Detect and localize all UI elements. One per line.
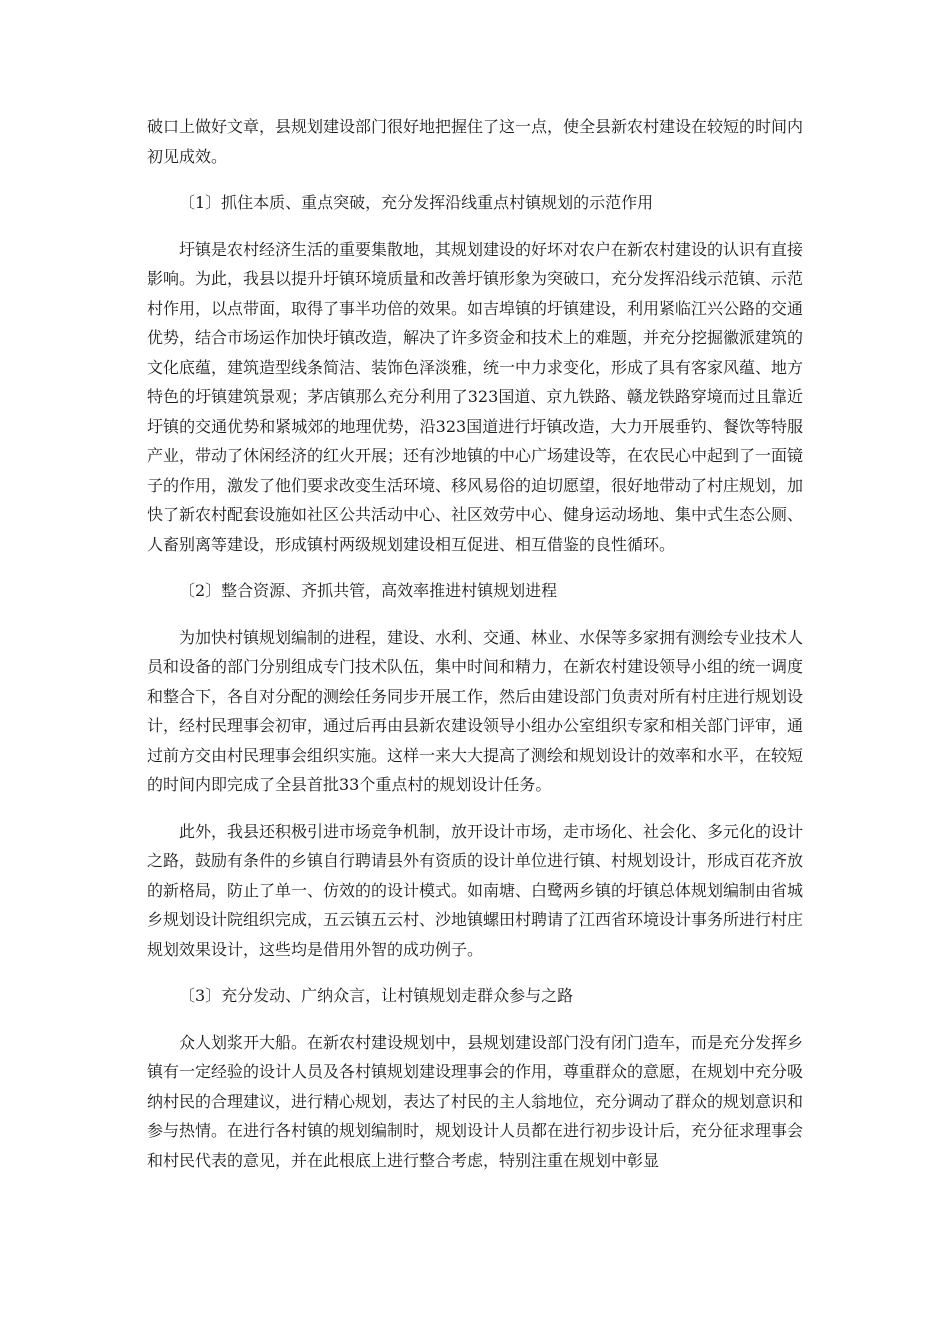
document-page	[147, 112, 803, 1192]
section-heading-2: 〔2〕整合资源、齐抓共管，高效率推进村镇规划进程	[179, 581, 558, 600]
paragraph-continuation: 破口上做好文章，县规划建设部门很好地把握住了这一点，使全县新农村建设在较短的时间内初见成效。	[147, 117, 804, 166]
paragraph-market-mechanism: 此外，我县还积极引进市场竞争机制，放开设计市场，走市场化、社会化、多元化的设计之路，鼓励有条件的乡镇自行聘请县外有资质的设计单位进行镇、村规划设计，形成百花齐放的新格局，防止了单一、仿效的的设计模式。如南塘、白鹭两乡镇的圩镇总体规划编制由省城乡规划设计院组织完成，五云镇五云村、沙地镇螺田村聘请了江西省环境设计事务所进行村庄规划效果设计，这些均是借用外智的成功例子。	[147, 821, 804, 959]
paragraph-town-construction: 圩镇是农村经济生活的重要集散地，其规划建设的好坏对农户在新农村建设的认识有直接影响。为此，我县以提升圩镇环境质量和改善圩镇形象为突破口，充分发挥沿线示范镇、示范村作用，以点带面，取得了事半功倍的效果。如吉埠镇的圩镇建设，利用紧临江兴公路的交通优势，结合市场运作加快圩镇改造，解决了许多资金和技术上的难题，并充分挖掘徽派建筑的文化底蕴，建筑造型线条简洁、装饰色泽淡雅，统一中力求变化，形成了具有客家风蕴、地方特色的圩镇建筑景观；茅店镇那么充分利用了323国道、京九铁路、赣龙铁路穿境而过且靠近圩镇的交通优势和紧城郊的地理优势，沿323国道进行圩镇改造，大力开展垂钓、餐饮等特服产业，带动了休闲经济的红火开展；还有沙地镇的中心广场建设等，在农民心中起到了一面镜子的作用，激发了他们要求改变生活环境、移风易俗的迫切愿望，很好地带动了村庄规划，加快了新农村配套设施如社区公共活动中心、社区效劳中心、健身运动场地、集中式生态公厕、人畜别离等建设，形成镇村两级规划建设相互促进、相互借鉴的良性循环。	[147, 239, 804, 554]
section-heading-1: 〔1〕抓住本质、重点突破，充分发挥沿线重点村镇规划的示范作用	[179, 193, 654, 212]
section-heading-3: 〔3〕充分发动、广纳众言，让村镇规划走群众参与之路	[179, 986, 574, 1005]
paragraph-public-participation: 众人划浆开大船。在新农村建设规划中，县规划建设部门没有闭门造车，而是充分发挥乡镇有一定经验的设计人员及各村镇规划建设理事会的作用，尊重群众的意愿，在规划中充分吸纳村民的合理建议，进行精心规划，表达了村民的主人翁地位，充分调动了群众的规划意识和参与热情。在进行各村镇的规划编制时，规划设计人员都在进行初步设计后，充分征求理事会和村民代表的意见，并在此根底上进行整合考虑，特别注重在规划中彰显	[147, 1032, 804, 1170]
paragraph-planning-process: 为加快村镇规划编制的进程，建设、水利、交通、林业、水保等多家拥有测绘专业技术人员和设备的部门分别组成专门技术队伍，集中时间和精力，在新农村建设领导小组的统一调度和整合下，各自对分配的测绘任务同步开展工作，然后由建设部门负责对所有村庄进行规划设计，经村民理事会初审，通过后再由县新农建设领导小组办公室组织专家和相关部门评审，通过前方交由村民理事会组织实施。这样一来大大提高了测绘和规划设计的效率和水平，在较短的时间内即完成了全县首批33个重点村的规划设计任务。	[147, 627, 804, 794]
